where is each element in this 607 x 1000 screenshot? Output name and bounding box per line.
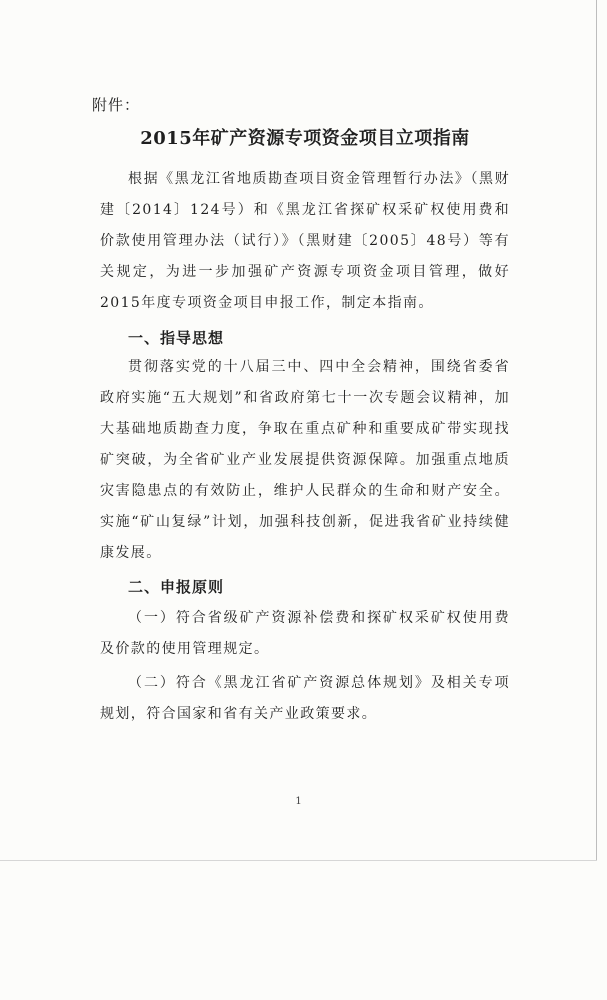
page-number: 1 — [295, 796, 302, 807]
principle-item-2: （二）符合《黑龙江省矿产资源总体规划》及相关专项规划，符合国家和省有关产业政策要求。 — [100, 675, 510, 722]
scan-edge-right — [596, 0, 597, 860]
intro-paragraph: 根据《黑龙江省地质勘查项目资金管理暂行办法》（黑财建〔2014〕124号）和《黑龙江省探矿权采矿权使用费和价款使用管理办法（试行）》（黑财建〔2005〕48号）等有关规定，为进一步加强矿产资源专项资金项目管理，做好2015年度专项资金项目申报工作，制定本指南。 — [100, 171, 510, 311]
section-heading-application-principles: 二、申报原则 — [128, 578, 225, 596]
scan-edge-bottom — [0, 860, 597, 861]
section-heading-guiding-thought: 一、指导思想 — [128, 329, 225, 347]
document-title: 2015年矿产资源专项资金项目立项指南 — [140, 128, 470, 149]
guiding-thought-paragraph: 贯彻落实党的十八届三中、四中全会精神，围绕省委省政府实施“五大规划”和省政府第七十一次专题会议精神，加大基础地质勘查力度，争取在重点矿种和重要成矿带实现找矿突破，为全省矿业产业发展提供资源保障。加强重点地质灾害隐患点的有效防止，维护人民群众的生命和财产安全。实施“矿山复绿”计划，加强科技创新，促进我省矿业持续健康发展。 — [100, 359, 510, 561]
principle-item-1: （一）符合省级矿产资源补偿费和探矿权采矿权使用费及价款的使用管理规定。 — [100, 610, 510, 657]
attachment-label: 附件： — [92, 96, 141, 114]
